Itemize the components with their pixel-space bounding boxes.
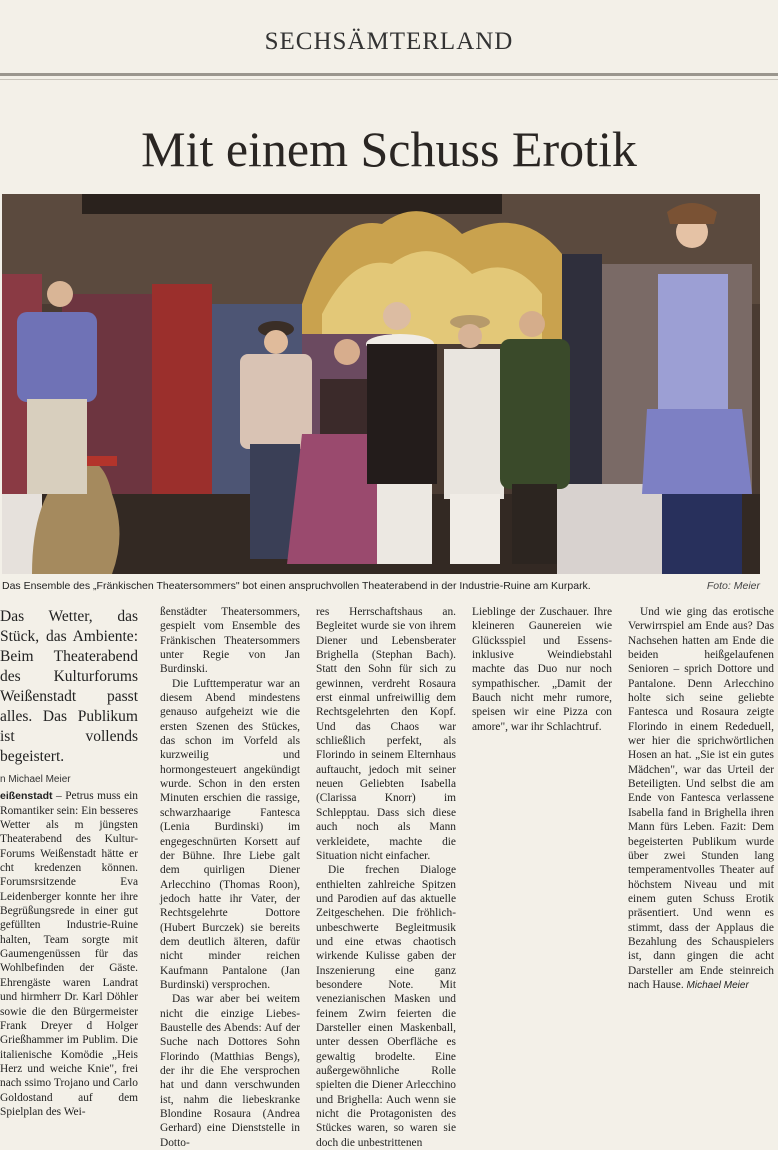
- header-rule-thin: [0, 79, 778, 80]
- column-5: [628, 605, 774, 1030]
- column-4: [472, 605, 612, 1030]
- photo-credit: Foto: Meier: [706, 580, 760, 592]
- paragraph: [628, 605, 774, 993]
- caption-text: Das Ensemble des „Fränkischen Theatersommers" bot einen anspruchvollen Theaterabend in der Industrie-Ruine am Kurpark.: [2, 580, 591, 592]
- paragraph: Lieblinge der Zuschauer. Ihre kleineren Gaunereien wie Glücksspiel und Essens- inklusive Weindiebstahl machte das Duo nur noch sympathischer. „Damit der Bauch nicht mehr rumore, speisen wir eine Pizza con amore", war ihr Schlachtruf.: [472, 606, 612, 733]
- dateline: eißenstadt: [0, 790, 53, 803]
- article-lead: Das Wetter, das Stück, das Ambiente: Beim Theaterabend des Kulturforums Weißenstadt passt alles. Das Publikum ist vollends begeistert.: [0, 608, 138, 765]
- column-2: [160, 605, 300, 1149]
- article-photo: [2, 194, 760, 574]
- author-signature: Michael Meier: [686, 979, 749, 991]
- paragraph: Die Lufttemperatur war an diesem Abend mindestens genauso aufgeheizt wie die ersten Szenen des Stückes, das schon im Vorfeld als kurzweilig und hormongesteuert angekündigt wurde. Schon in den ersten Minuten erschien die rassige, schwarzhaarige Fantesca (Lenia Burdinski) im engegeschnürten Korsett auf der Bühne. Ihre Liebe galt dem quirligen Diener Arlecchino (Thomas Roon), jedoch hatte ihr Vater, der Rechtsgelehrte Dottore (Hubert Burczek) sie bereits dem deutlich älteren, dafür nicht minder reichen Kaufmann Pantalone (Jan Burdinski) versprochen.: [160, 677, 300, 991]
- section-title: SECHSÄMTERLAND: [264, 28, 514, 55]
- article-headline: Mit einem Schuss Erotik: [141, 121, 637, 177]
- header-rule: [0, 73, 778, 76]
- paragraph-text: Und wie ging das erotische Verwirrspiel am Ende aus? Das Nachsehen hatten am Ende die beiden heißgelaufenen Senioren – sprich Dottore und Pantalone. Denn Arlecchino holte sich seine geliebte Fantesca und Rosaura zeigte Florindo in einem Rededuell, wer hier die sprichwörtlichen Hosen an hat. „Sie ist ein gutes Mädchen", war das Urteil der Beteiligten. Und selbst die am Ende von Fantesca verlassene Isabella fand in Brighella ihren Mann fürs Leben. Fazit: Dem begeisterten Publikum wurde über zwei Stunden lang temperamentvolles Theater auf höchstem Niveau und mit einem guten Schuss Erotik präsentiert. Und wenn es stimmt, dass der Applaus die Bezahlung des Schauspielers ist, dann gingen die acht Darsteller am Ende steinreich nach Hause.: [628, 606, 774, 991]
- paragraph: res Herrschaftshaus an. Begleitet wurde sie von ihrem Diener und Lebensberater Brighella (Stephan Bach). Statt den Sohn für sich zu gewinnen, verdreht Rosaura erst einmal unfreiwillig dem Rechtsgelehrten den Kopf. Und das Chaos war schließlich perfekt, als Florindo in seinem Elternhaus auftaucht, jedoch mit seiner neuen Geliebten Isabella (Clarissa Knorr) im Schlepptau. Dass sich diese auch noch als Mann verkleidete, machte die Situation nicht einfacher.: [316, 606, 456, 862]
- paragraph: [0, 789, 138, 1119]
- paragraph: Das war aber bei weitem nicht die einzige Liebes-Baustelle des Abends: Auf der Suche nach Dottores Sohn Florindo (Matthias Bengs), der ihr die Ehe versprochen hat und dann verschwunden ist, nahm die liebeskranke Blondine Rosaura (Andrea Gerhard) eine Dienststelle in Dotto-: [160, 993, 300, 1149]
- paragraph: Die frechen Dialoge enthielten zahlreiche Spitzen und Parodien auf das aktuelle Zeitgeschehen. Die fröhlich-unbeschwerte Begleitmusik und eine etwas chaotisch wirkende Kulisse gaben der Inszenierung eine ganz besondere Note. Mit venezianischen Masken und feinem Zwirn feierten die Darsteller einen Maskenball, unter dessen Oberfläche es gewaltig brodelte. Eine außergewöhnliche Rolle spielten die Diener Arlecchino und Brighella: Auch wenn sie nicht die Protagonisten des Stückes waren, so waren sie doch die unbestrittenen: [316, 864, 456, 1149]
- photo-caption: [2, 580, 760, 596]
- article-body: [0, 605, 778, 1149]
- paragraph-text: – Petrus muss ein Romantiker sein: Ein besseres Wetter als m jüngsten Theaterabend des Kultur-Forums Weißenstadt hätte er cht kredenzen können. Forumsrsitzende Eva Leidenberger konnte her ihre Begrüßungsrede in einer gut gefüllten Industrie-Ruine halten, Team sorgte mit Gaumengenüssen für das Wohlbefinden der Gäste. Ehrengäste waren Landrat und hirmherr Dr. Karl Döhler sowie die den Bürgermeister Frank Dreyer d Holger Grießhammer im Publim. Die italienische Komödie „Heis Herz und weiche Knie", frei nach ssimo Trojano und Carlo Goldostand auf dem Spielplan des Wei-: [0, 790, 138, 1118]
- column-1: [0, 605, 138, 1118]
- column-3: [316, 605, 456, 1149]
- article-author: n Michael Meier: [0, 774, 71, 785]
- paragraph: ßenstädter Theatersommers, gespielt vom Ensemble des Fränkischen Theatersommers unter Regie von Jan Burdinski.: [160, 606, 300, 676]
